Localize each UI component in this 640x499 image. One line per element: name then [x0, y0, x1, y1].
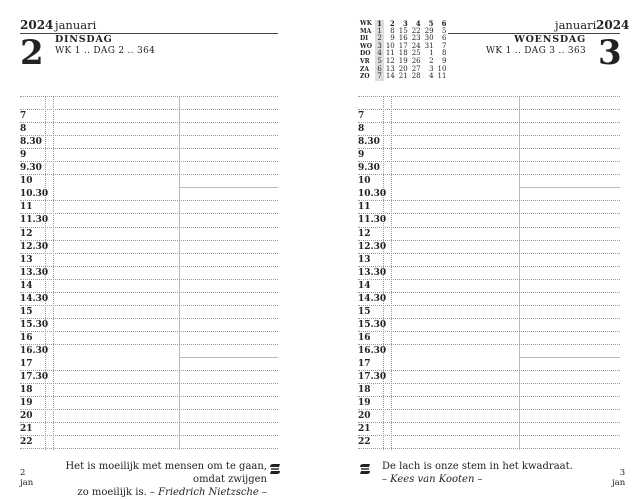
- right-slot-line: [358, 122, 620, 123]
- mini-calendar-cell: 17: [398, 41, 408, 50]
- mini-calendar-cell: 9: [390, 34, 395, 43]
- left-slot-line: [20, 305, 278, 306]
- mini-calendar-label: WK: [360, 20, 372, 27]
- left-slot-line: [20, 409, 278, 410]
- left-slot-line: [20, 266, 278, 267]
- mini-calendar-label: ZO: [360, 73, 370, 81]
- right-slot-line: [358, 318, 620, 319]
- mini-calendar-cell: 6: [375, 66, 384, 74]
- right-slot-line: [358, 161, 620, 162]
- mini-calendar-cell: 13: [385, 64, 395, 73]
- left-slot-line: [20, 292, 278, 293]
- right-hour-label: 12: [358, 228, 371, 239]
- mini-calendar-cell: 8: [441, 49, 447, 58]
- left-slot-line: [20, 240, 278, 241]
- right-week-info: WK 1 .. DAG 3 .. 363: [485, 46, 586, 56]
- left-year: 2024: [20, 18, 54, 32]
- mini-calendar-row: [358, 73, 448, 81]
- left-hour-label: 10: [20, 176, 33, 187]
- left-hour-label: 20: [20, 411, 33, 422]
- right-hour-label: 9: [358, 150, 365, 161]
- right-hour-label: 10.30: [358, 189, 387, 200]
- mini-calendar-cell: 28: [411, 72, 421, 81]
- mini-calendar-label: DI: [360, 35, 369, 43]
- right-hour-label: 16.30: [358, 345, 387, 356]
- right-month: januari: [555, 18, 597, 32]
- mini-calendar-label: VR: [360, 57, 370, 65]
- left-slot-line: [20, 370, 278, 371]
- mini-calendar-cell: 14: [385, 72, 395, 81]
- left-hour-label: 17: [20, 359, 33, 369]
- left-slot-line: [20, 227, 278, 228]
- right-slot-line: [358, 213, 620, 214]
- left-slot-line: [20, 253, 278, 254]
- right-hour-label: 17: [358, 359, 371, 369]
- left-quote-author: Friedrich Nietzsche: [158, 487, 259, 498]
- right-hour-label: 14: [358, 280, 371, 291]
- left-footer-month: jan: [20, 478, 34, 488]
- left-hour-label: 10.30: [20, 189, 49, 200]
- left-slot-line: [179, 357, 278, 358]
- right-day-number: 3: [598, 33, 622, 73]
- left-slot-line: [20, 200, 278, 201]
- left-slot-line: [20, 213, 278, 214]
- right-slot-line: [358, 435, 620, 436]
- mini-calendar-cell: 11: [437, 72, 447, 81]
- mini-calendar-cell: 22: [411, 26, 421, 35]
- mini-calendar-label: ZA: [360, 65, 370, 73]
- left-slot-line: [20, 135, 278, 136]
- right-footer-day: 3: [619, 468, 626, 478]
- right-hour-label: 15.30: [358, 319, 387, 330]
- left-hour-label: 15: [20, 306, 33, 317]
- right-slot-line: [358, 266, 620, 267]
- right-quote-line1: De lach is onze stem in het kwadraat.: [382, 461, 573, 472]
- left-slot-line: [20, 96, 278, 97]
- right-quote-author: – Kees van Kooten –: [382, 474, 483, 485]
- right-quote: [382, 460, 612, 486]
- right-hour-label: 9.30: [358, 163, 380, 174]
- left-hour-label: 7: [20, 111, 27, 122]
- right-slot-line: [358, 409, 620, 410]
- left-hour-label: 12.30: [20, 241, 49, 252]
- mini-calendar-cell: 11: [385, 49, 395, 58]
- left-hour-label: 14: [20, 280, 33, 291]
- left-hour-label: 8.30: [20, 137, 42, 148]
- left-slot-line: [20, 161, 278, 162]
- right-hour-label: 22: [358, 437, 371, 448]
- right-slot-line: [358, 109, 620, 110]
- left-slot-line: [20, 435, 278, 436]
- right-hour-label: 8.30: [358, 137, 380, 148]
- left-hour-label: 21: [20, 424, 33, 435]
- mini-calendar-cell: 7: [441, 41, 447, 50]
- right-slot-line: [519, 357, 620, 358]
- left-quote-line1: Het is moeilijk met mensen om te gaan, omdat zwijgen: [65, 461, 267, 485]
- right-hour-label: 10: [358, 176, 371, 187]
- mini-calendar-cell: 4: [375, 50, 384, 58]
- left-day-number: 2: [20, 33, 44, 73]
- left-slot-line: [20, 174, 278, 175]
- mini-calendar-cell: 5: [441, 26, 447, 35]
- left-slot-line: [20, 109, 278, 110]
- left-hour-label: 16.30: [20, 345, 49, 356]
- left-slot-line: [20, 422, 278, 423]
- right-hour-label: 11.30: [358, 215, 387, 226]
- right-hour-label: 19: [358, 398, 371, 409]
- mini-calendar-cell: 24: [411, 41, 421, 50]
- left-quote-line2: zo moeilijk is. –: [77, 487, 155, 498]
- mini-calendar-cell: 3: [375, 43, 384, 51]
- left-hour-label: 9.30: [20, 163, 42, 174]
- right-footer-date: [612, 468, 625, 488]
- right-hour-label: 20: [358, 411, 371, 422]
- left-hour-label: 16: [20, 332, 33, 343]
- left-slot-line: [20, 344, 278, 345]
- right-slot-line: [358, 174, 620, 175]
- left-slot-line: [20, 331, 278, 332]
- right-slot-line: [358, 135, 620, 136]
- right-hour-label: 18: [358, 385, 371, 396]
- right-slot-line: [358, 292, 620, 293]
- mini-calendar-cell: 9: [441, 56, 447, 65]
- left-hour-label: 19: [20, 398, 33, 409]
- left-hour-label: 18: [20, 385, 33, 396]
- right-hour-label: 17.30: [358, 372, 387, 383]
- right-hour-label: 7: [358, 111, 365, 122]
- left-footer-date: [20, 468, 33, 488]
- left-hour-label: 13: [20, 254, 33, 265]
- mini-calendar-cell: 21: [398, 72, 408, 81]
- right-hour-label: 15: [358, 306, 371, 317]
- left-hour-label: 9: [20, 150, 27, 161]
- right-hour-label: 21: [358, 424, 371, 435]
- left-slot-line: [20, 383, 278, 384]
- right-footer-month: jan: [612, 478, 626, 488]
- mini-calendar-cell: 1: [375, 28, 384, 36]
- left-week-info: WK 1 .. DAG 2 .. 364: [55, 46, 156, 56]
- right-hour-label: 12.30: [358, 241, 387, 252]
- left-hour-label: 8: [20, 124, 27, 135]
- left-hour-label: 11: [20, 202, 33, 213]
- mini-calendar-cell: 4: [415, 19, 421, 28]
- right-slot-line: [358, 96, 620, 97]
- mini-calendar-cell: 27: [411, 64, 421, 73]
- mini-calendar-cell: 18: [398, 49, 408, 58]
- right-slot-line: [358, 305, 620, 306]
- right-slot-line: [358, 240, 620, 241]
- right-slot-line: [358, 227, 620, 228]
- right-hour-label: 11: [358, 202, 371, 213]
- mini-calendar-cell: 6: [441, 34, 447, 43]
- left-day-name: DINSDAG: [55, 34, 113, 45]
- mini-calendar-cell: 1: [429, 49, 434, 58]
- mini-calendar-cell: 15: [398, 26, 408, 35]
- mini-calendar-cell: 23: [411, 34, 421, 43]
- left-hour-label: 12: [20, 228, 33, 239]
- mini-calendar-cell: 12: [385, 56, 395, 65]
- brand-logo-icon: [268, 462, 282, 476]
- mini-calendar-cell: 6: [441, 19, 447, 28]
- left-hour-label: 13.30: [20, 267, 49, 278]
- mini-calendar-cell: 4: [429, 72, 434, 81]
- right-year: 2024: [596, 18, 630, 32]
- left-hour-label: 14.30: [20, 293, 49, 304]
- left-month: januari: [55, 18, 97, 32]
- left-slot-line: [20, 122, 278, 123]
- mini-calendar-cell: 5: [428, 19, 434, 28]
- mini-calendar-cell: 3: [402, 19, 408, 28]
- right-slot-line: [358, 383, 620, 384]
- mini-calendar-cell: 7: [375, 73, 384, 81]
- left-footer-day: 2: [20, 468, 26, 478]
- mini-calendar-cell: 31: [424, 41, 434, 50]
- right-slot-line: [358, 448, 620, 449]
- mini-calendar-cell: 30: [424, 34, 434, 43]
- left-quote: [52, 460, 267, 499]
- left-hour-label: 15.30: [20, 319, 49, 330]
- mini-calendar-cell: 26: [411, 56, 421, 65]
- mini-calendar-cell: 10: [437, 64, 447, 73]
- mini-calendar-cell: 19: [398, 56, 408, 65]
- mini-calendar-cell: 8: [390, 26, 395, 35]
- right-slot-line: [358, 253, 620, 254]
- mini-calendar: [358, 20, 448, 81]
- right-hour-label: 14.30: [358, 293, 387, 304]
- mini-calendar-label: DO: [360, 50, 371, 58]
- right-slot-line: [358, 200, 620, 201]
- left-slot-line: [179, 187, 278, 188]
- right-hour-label: 13: [358, 254, 371, 265]
- right-hour-label: 13.30: [358, 267, 387, 278]
- mini-calendar-cell: 5: [375, 58, 384, 66]
- left-slot-line: [20, 448, 278, 449]
- left-slot-line: [20, 396, 278, 397]
- mini-calendar-cell: 25: [411, 49, 421, 58]
- right-slot-line: [358, 344, 620, 345]
- right-slot-line: [519, 187, 620, 188]
- left-slot-line: [20, 148, 278, 149]
- right-hour-label: 8: [358, 124, 365, 135]
- mini-calendar-cell: 3: [429, 64, 434, 73]
- right-hour-label: 16: [358, 332, 371, 343]
- right-slot-line: [358, 422, 620, 423]
- mini-calendar-cell: 10: [385, 41, 395, 50]
- left-hour-label: 17.30: [20, 372, 49, 383]
- right-slot-line: [358, 331, 620, 332]
- right-day-name: WOENSDAG: [514, 34, 586, 45]
- mini-calendar-cell: 16: [398, 34, 408, 43]
- left-slot-line: [20, 318, 278, 319]
- left-hour-label: 11.30: [20, 215, 49, 226]
- left-hour-label: 22: [20, 437, 33, 448]
- left-quote-end: –: [262, 487, 267, 498]
- right-slot-line: [358, 396, 620, 397]
- mini-calendar-cell: 1: [376, 19, 382, 28]
- mini-calendar-cell: 2: [429, 56, 434, 65]
- mini-calendar-cell: 29: [424, 26, 434, 35]
- right-slot-line: [358, 148, 620, 149]
- mini-calendar-cell: 20: [398, 64, 408, 73]
- left-slot-line: [20, 279, 278, 280]
- mini-calendar-cell: 2: [375, 35, 384, 43]
- mini-calendar-label: MA: [360, 27, 372, 35]
- right-slot-line: [358, 279, 620, 280]
- right-slot-line: [358, 370, 620, 371]
- mini-calendar-cell: 2: [389, 19, 395, 28]
- mini-calendar-label: WO: [360, 42, 372, 50]
- brand-logo-icon: [358, 462, 372, 476]
